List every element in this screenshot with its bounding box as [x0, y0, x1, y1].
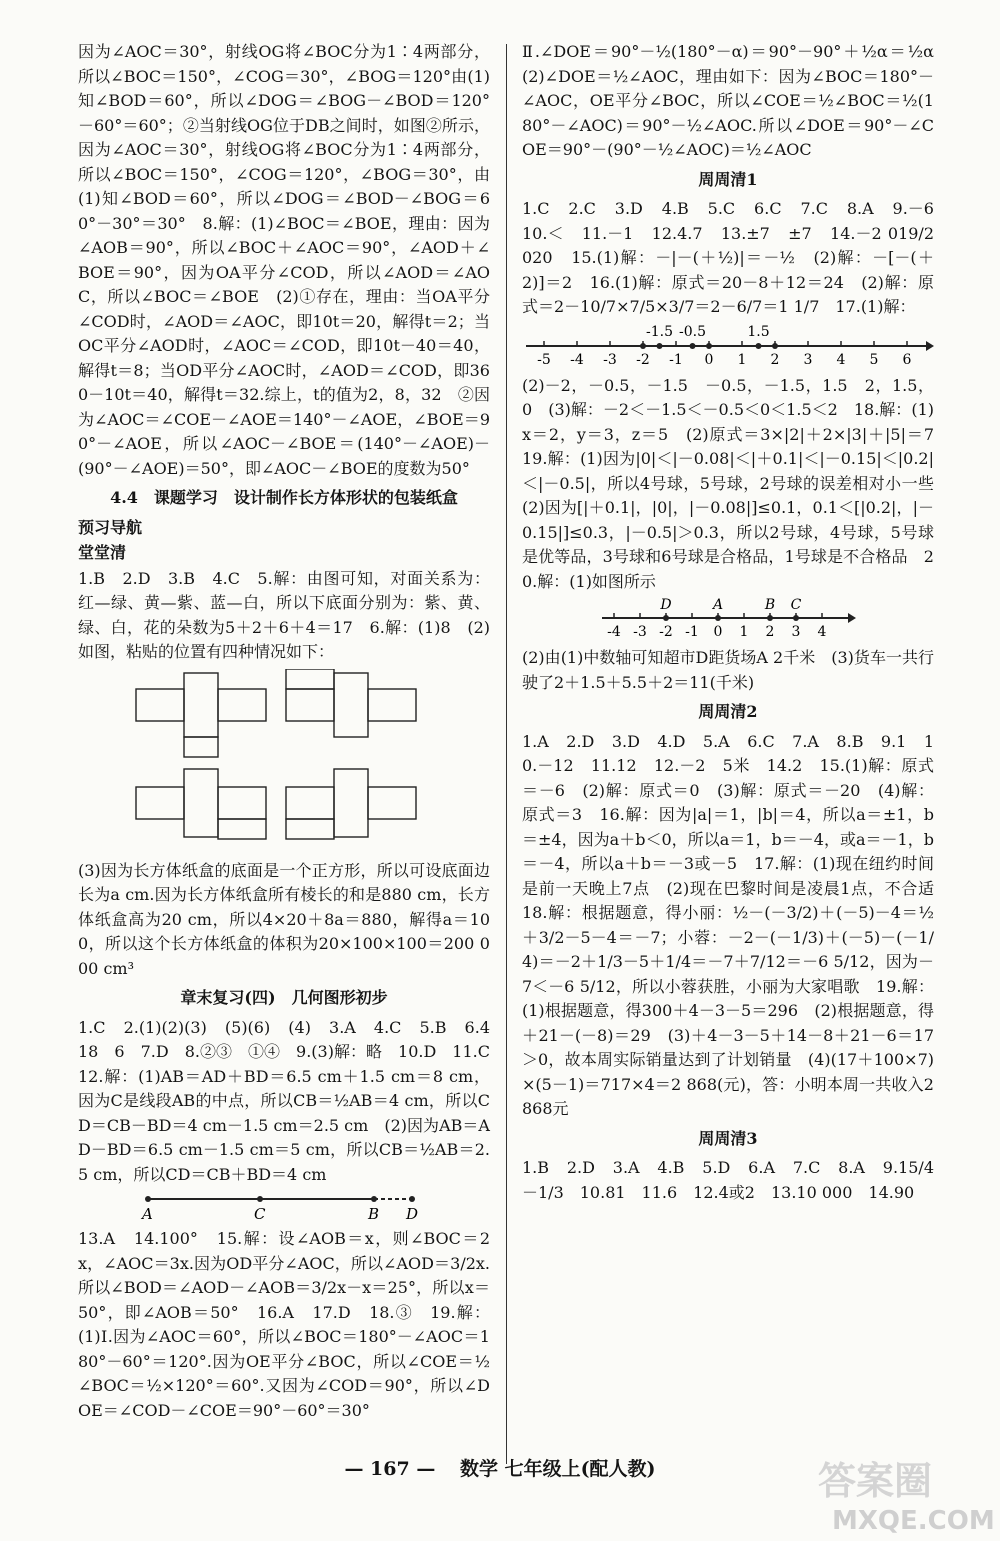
right-answers-text-b: 1.C 2.C 3.D 4.B 5.C 6.C 7.C 8.A 9.－6 10.＜ 11.－1 12.4.7 13.±7 ±7 14.－2 019/2 020 15.(1)解：－|－(＋½)|＝－½ (2)解：－[－(＋2)]＝2 16.(1)解：原式＝20－8＋12＝24 (2)解：原式＝2－10/7×7/5×3/7＝2－6/7＝1 1/7 17.(1)解：: [522, 199, 951, 316]
nl2-tick-label: -4: [607, 624, 621, 640]
nl2-point: [715, 615, 721, 621]
nl1-point: [640, 343, 646, 349]
net-3: [136, 769, 266, 839]
nl1-tick-label: 3: [803, 351, 813, 368]
nl1-point: [706, 343, 712, 349]
nl2-point: [663, 615, 669, 621]
nl1-tick-label: 5: [869, 351, 879, 368]
nl2-tick-label: -3: [633, 624, 647, 640]
nl1-tick-label: -5: [537, 351, 551, 368]
seg-label-c: C: [254, 1205, 266, 1223]
seg-label-d: D: [406, 1205, 419, 1223]
nl1-tick-label: 4: [836, 351, 846, 368]
nl1-top-label: 1.5: [747, 323, 770, 340]
nl1-point: [657, 343, 663, 349]
nl2-letter: A: [712, 598, 724, 613]
watermark-logo: 答案圈: [818, 1459, 933, 1503]
right-answers-text-d: (2)由(1)中数轴可知超市D距货场A 2千米 (3)货车一共行驶了2＋1.5＋5.5＋2＝11(千米): [522, 648, 934, 692]
number-line-1: [522, 324, 934, 370]
right-column: [522, 40, 951, 1205]
nl1-tick-label: 0: [704, 351, 714, 368]
subheading-class-practice: 堂堂清: [78, 543, 127, 562]
nl2-letter: D: [660, 598, 672, 613]
nl2-point: [793, 615, 799, 621]
nl2-tick-label: 2: [765, 624, 775, 640]
nl1-tick-label: 6: [902, 351, 912, 368]
left-answers-text-b: 1.B 2.D 3.B 4.C 5.解：由图可知，对面关系为：红—绿、黄—紫、蓝—白，所以下底面分别为：紫、黄、绿、白，花的朵数为5＋2＋6＋4＝17 6.解：(1)8 (2)如图，粘贴的位置有四种情况如下：: [78, 568, 490, 661]
left-answers-text-e: 13.A 14.100° 15.解：设∠AOB＝x，则∠BOC＝2x，∠AOC＝3x.因为OD平分∠AOC，所以∠AOD＝3/2x.所以∠BOD＝∠AOD－∠AOB＝3/2x－x＝25°，所以x＝50°，即∠AOB＝50° 16.A 17.D 18.③ 19.解：(1)Ⅰ.因为∠AOC＝60°，所以∠BOC＝180°－∠AOC＝180°－60°＝120°.因为OE平分∠BOC，所以∠COE＝½∠BOC＝½×120°＝60°.又因为∠COD＝90°，所以∠DOE＝∠COD－∠COE＝90°－60°＝30°: [78, 1229, 490, 1420]
left-answers-text-c: (3)因为长方体纸盒的底面是一个正方形，所以可设底面边长为a cm.因为长方体纸盒所有棱长的和是880 cm，长方体纸盒高为20 cm，所以4×20＋8a＝880，解得a＝100，所以这个长方体纸盒的体积为20×100×100＝200 000 cm³: [78, 860, 490, 978]
page-number: — 167 —: [344, 1458, 436, 1480]
nl1-top-label: -0.5: [679, 323, 706, 340]
net-4: [286, 769, 416, 839]
net-1: [136, 673, 266, 757]
left-answers-text-d: 1.C 2.(1)(2)(3) (5)(6) (4) 3.A 4.C 5.B 6.4 18 6 7.D 8.②③ ①④ 9.(3)解：略 10.D 11.C 12.解：(1)AB＝AD＋BD＝6.5 cm＋1.5 cm＝8 cm，因为C是线段AB的中点，所以CB＝½AB＝4 cm，所以CD＝CB－BD＝4 cm－1.5 cm＝2.5 cm (2)因为AB＝AD－BD＝6.5 cm－1.5 cm＝5 cm，所以CB＝½AB＝2.5 cm，所以CD＝CB＋BD＝4 cm: [78, 1017, 507, 1184]
chapter-review-title: 章末复习(四) 几何图形初步: [180, 988, 388, 1007]
box-net-figure: [134, 669, 434, 855]
nl2-tick-label: 3: [791, 624, 801, 640]
nl2-tick-label: 1: [739, 624, 749, 640]
weekly-quiz-1-title: 周周清1: [698, 169, 758, 189]
nl1-tick-label: 1: [737, 351, 747, 368]
nl1-tick-label: -1: [669, 351, 683, 368]
nl2-point: [767, 615, 773, 621]
segment-figure: [134, 1191, 434, 1223]
nl1-tick-label: 2: [770, 351, 780, 368]
seg-label-a: A: [142, 1205, 153, 1223]
nl2-letter: B: [764, 598, 776, 613]
nl2-tick-label: 0: [713, 624, 723, 640]
watermark-url: MXQE.COM: [832, 1506, 995, 1536]
nl1-tick-label: -3: [603, 351, 617, 368]
column-divider: [506, 44, 507, 1464]
nl2-tick-label: -2: [659, 624, 673, 640]
right-answers-text-c: (2)－2，－0.5，－1.5 －0.5，－1.5，1.5 2，1.5，0 (3)解：－2＜－1.5＜－0.5＜0＜1.5＜2 18.解：(1)x＝2，y＝3，z＝5 (2)原式＝3×|2|＋2×|3|＋|5|＝7 19.解：(1)因为|0|＜|－0.08|＜|＋0.1|＜|－0.15|＜|0.2|＜|－0.5|，所以4号球，5号球，2号球的误差相对小一些 (2)因为[|＋0.1|，|0|，|－0.08|]≤0.1，0.1＜[|0.2|，|－0.15|]≤0.3，|－0.5|＞0.3，所以2号球，4号球，5号球是优等品，3号球和6号球是合格品，1号球是不合格品 20.解：(1)如图所示: [522, 375, 951, 591]
right-answers-text-e: 1.A 2.D 3.D 4.D 5.A 6.C 7.A 8.B 9.1 10.－12 11.12 12.－2 5米 14.2 15.(1)解：原式＝－6 (2)解：原式＝0 (3)解：原式＝－20 (4)解：原式＝3 16.解：因为|a|＝1，|b|＝4，所以a＝±1，b＝±4，因为a＋b＜0，所以a＝1，b＝－4，或a＝－1，b＝－4，所以a＋b＝－3或－5 17.解：(1)现在纽约时间是前一天晚上7点 (2)现在巴黎时间是凌晨1点，不合适 18.解：根据题意，得小丽：½－(－3/2)＋(－5)－4＝½＋3/2－5－4＝－7；小蓉：－2－(－1/3)＋(－5)－(－1/4)＝－2＋1/3－5＋1/4＝－7＋7/12＝－6 5/12，因为－7＜－6 5/12，所以小蓉获胜，小丽为大家唱歌 19.解：(1)根据题意，得300＋4－3－5＝296 (2)根据题意，得＋21－(－8)＝29 (3)＋4－3－5＋14－8＋21－6＝17＞0，故本周实际销量达到了计划销量 (4)(17＋100×7)×(5－1)＝717×4＝2 868(元)，答：小明本周一共收入2 868元: [522, 731, 951, 1118]
nl1-tick-label: -4: [570, 351, 584, 368]
subheading-preview: 预习导航: [78, 517, 143, 537]
nl1-tick-label: -2: [636, 351, 650, 368]
left-column: [78, 40, 507, 1423]
weekly-quiz-2-title: 周周清2: [698, 702, 758, 721]
nl2-letter: C: [790, 598, 802, 613]
book-subject: 数学 七年级上(配人教): [459, 1458, 656, 1480]
left-answers-text-a: 因为∠AOC＝30°，射线OG将∠BOC分为1∶4两部分，所以∠BOC＝150°，∠COG＝30°，∠BOG＝120°由(1)知∠BOD＝60°，所以∠DOG＝∠BOG－∠BOD＝120°－60°＝60°；②当射线OG位于DB之间时，如图②所示，因为∠AOC＝30°，射线OG将∠BOC分为1∶4两部分，所以∠BOC＝150°，∠COG＝120°，∠BOG＝30°，由(1)知∠BOD＝60°，所以∠DOG＝∠BOD－∠BOG＝60°－30°＝30° 8.解：(1)∠BOC＝∠BOE，理由：因为∠AOB＝90°，所以∠BOC＋∠AOC＝90°，∠AOD＋∠BOE＝90°，因为OA平分∠COD，所以∠AOD＝∠AOC，所以∠BOC＝∠BOE (2)①存在，理由：当OA平分∠COD时，∠AOD＝∠AOC，即10t＝20，解得t＝2；当OC平分∠AOD时，∠AOC＝∠COD，即10t－40＝40，解得t＝8；当OD平分∠AOC时，∠AOD＝∠COD，即360－10t＝40，解得t＝32.综上，t的值为2，8，32 ②因为∠AOC＝∠COE－∠AOE＝140°－∠AOE，∠BOE＝90°－∠AOE，所以∠AOC－∠BOE＝(140°－∠AOE)－(90°－∠AOE)＝50°，即∠AOC－∠BOE的度数为50°: [78, 42, 490, 478]
right-answers-text-f: 1.B 2.D 3.A 4.B 5.D 6.A 7.C 8.A 9.15/4 －1/3 10.81 11.6 12.4或2 13.10 000 14.90: [522, 1158, 951, 1202]
nl2-tick-label: 4: [817, 624, 827, 640]
nl1-point: [756, 343, 762, 349]
section-title-4-4: 4.4 课题学习 设计制作长方体形状的包装纸盒: [110, 488, 458, 507]
seg-label-b: B: [368, 1205, 380, 1223]
nl1-point: [690, 343, 696, 349]
nl1-top-label: -1.5: [646, 323, 673, 340]
nl2-tick-label: -1: [685, 624, 699, 640]
nl1-point: [772, 343, 778, 349]
right-answers-text-a: Ⅱ.∠DOE＝90°－½(180°－α)＝90°－90°＋½α＝½α (2)∠DOE＝½∠AOC，理由如下：因为∠BOC＝180°－∠AOC，OE平分∠BOC，所以∠COE＝½∠BOC＝½(180°－∠AOC)＝90°－½∠AOC.所以∠DOE＝90°－∠COE＝90°－(90°－½∠AOC)＝½∠AOC: [522, 42, 951, 159]
number-line-2: [598, 598, 858, 642]
weekly-quiz-3-title: 周周清3: [698, 1128, 758, 1148]
net-2: [286, 669, 416, 737]
